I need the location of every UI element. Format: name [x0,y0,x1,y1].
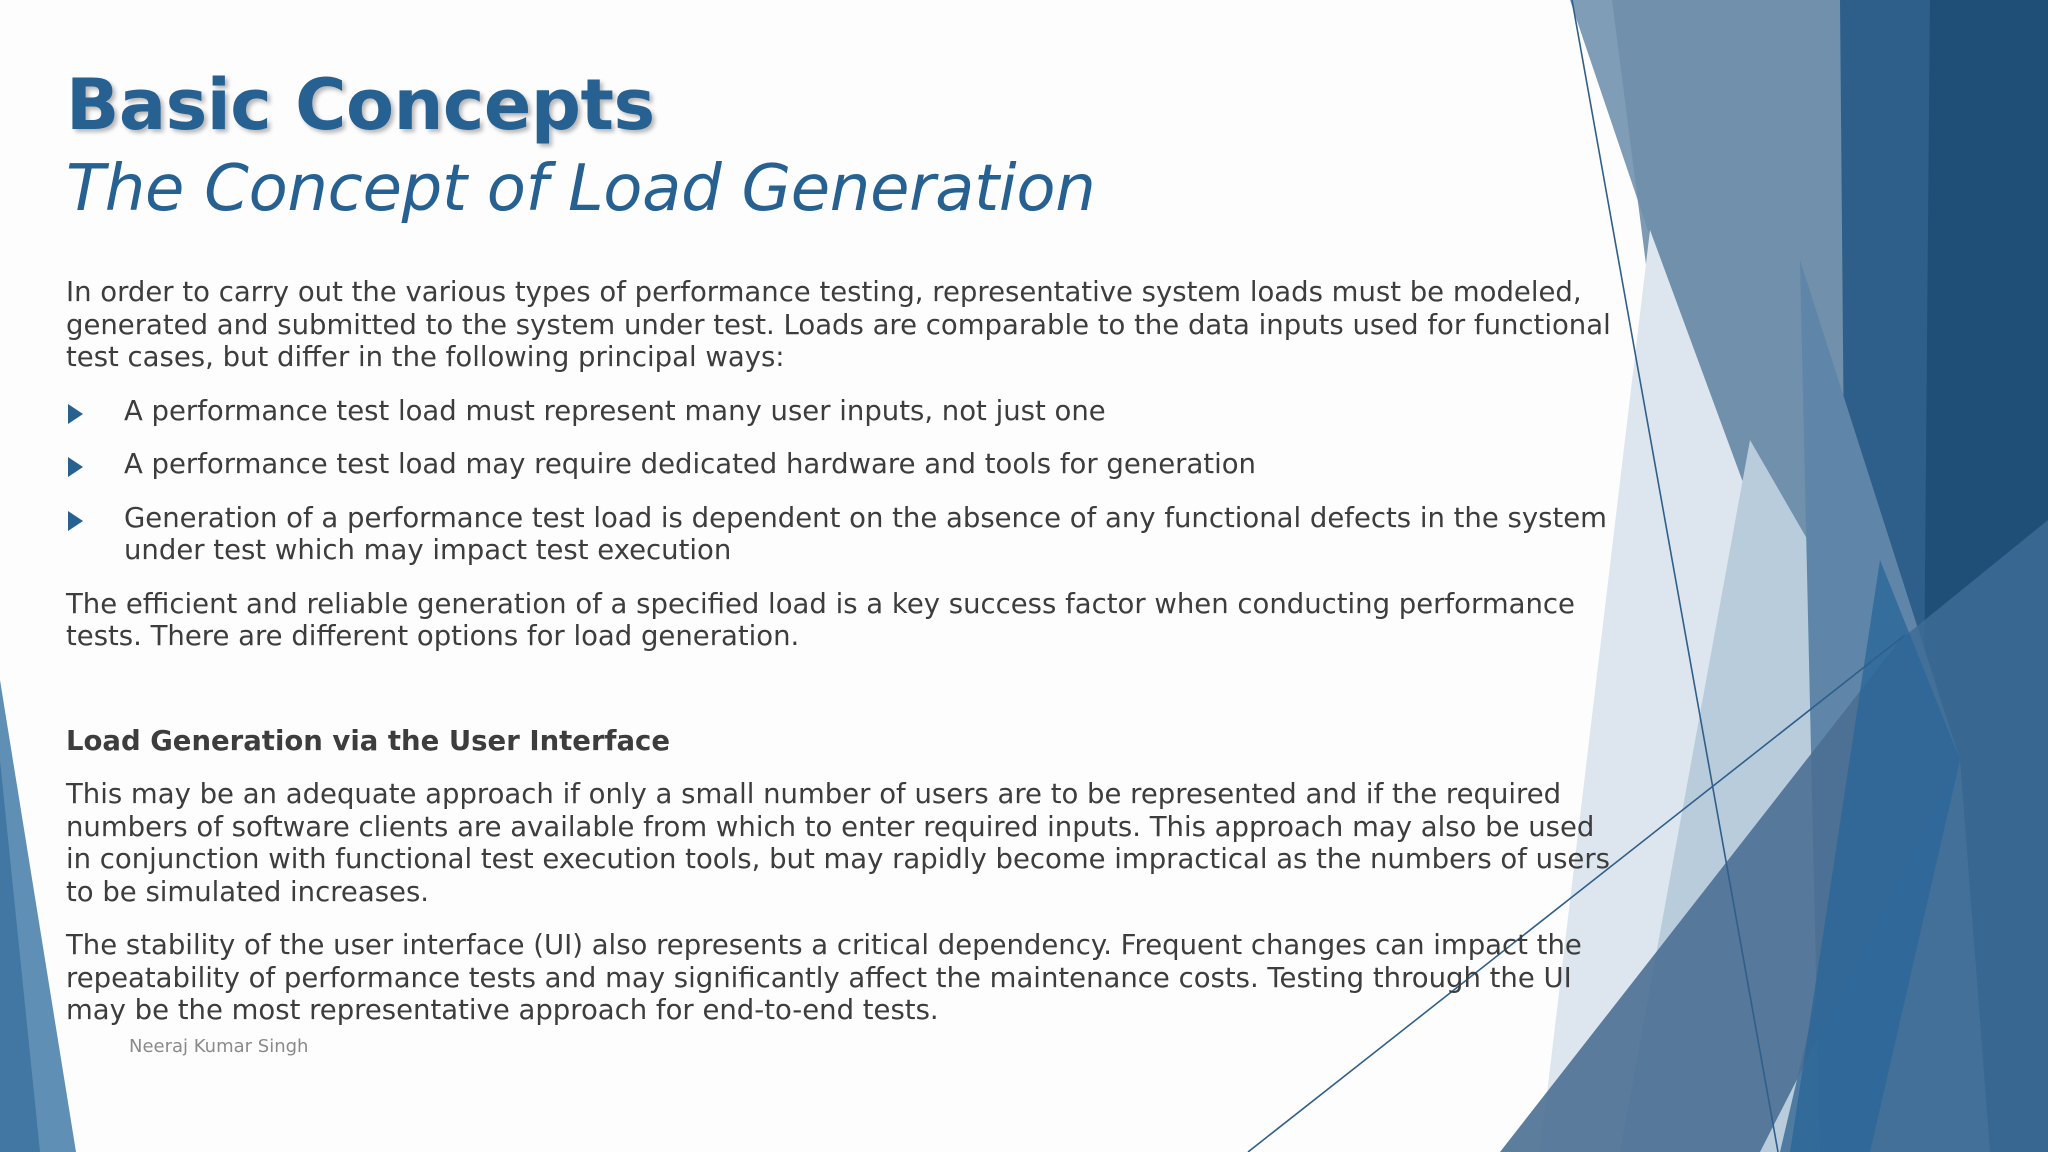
bullet-item [66,395,1626,428]
triangle-right-icon [68,511,83,531]
bullet-text: A performance test load may require dedicated hardware and tools for generation [124,448,1256,480]
bullet-text: A performance test load must represent many user inputs, not just one [124,394,1106,427]
bullet-item [66,502,1626,567]
slide-title: Basic Concepts [66,64,655,146]
efficiency-paragraph: The efficient and reliable generation of a specified load is a key success factor when conducting performance tests. There are different options for load generation. [66,587,1575,652]
section-heading: Load Generation via the User Interface [66,724,670,757]
ui-paragraph-2: The stability of the user interface (UI) also represents a critical dependency. Frequent changes can impact the repeatability of performance tests and may significantly affect the maintenance costs. Testing through the UI may be the most representative approach for end-to-end tests. [66,929,1582,1026]
bullet-item [66,448,1626,481]
slide-body [66,276,1626,1027]
intro-paragraph: In order to carry out the various types of performance testing, representative system loads must be modeled, generated and submitted to the system under test. Loads are comparable to the data inputs used for functional test cases, but differ in the following principal ways: [66,276,1611,373]
triangle-right-icon [68,404,83,424]
slide-footer-author: Neeraj Kumar Singh [129,1036,309,1057]
bullet-list [66,395,1626,567]
triangle-right-icon [68,457,83,477]
bullet-text: Generation of a performance test load is dependent on the absence of any functional defects in the system under test which may impact test execution [124,501,1607,566]
slide-subtitle: The Concept of Load Generation [66,152,1096,226]
ui-paragraph-1: This may be an adequate approach if only a small number of users are to be represented and if the required numbers of software clients are available from which to enter required inputs. This approach may also be used in conjunction with functional test execution tools, but may rapidly become impractical as the numbers of users to be simulated increases. [66,778,1610,908]
